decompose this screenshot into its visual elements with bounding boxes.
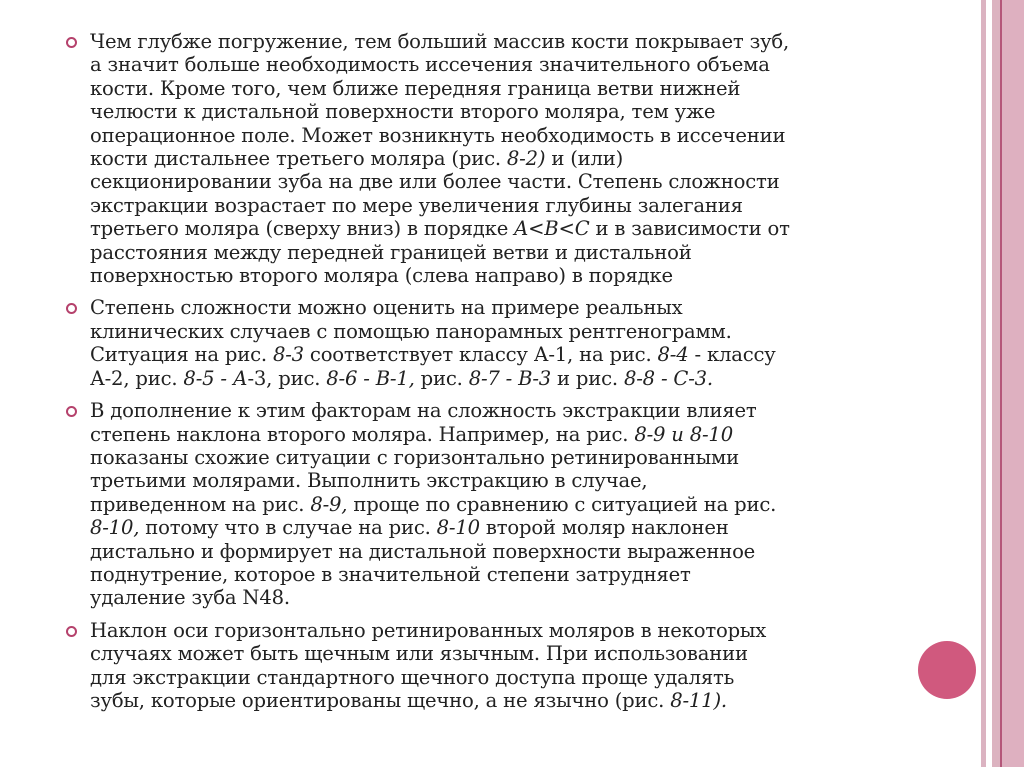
text-line bbox=[90, 586, 966, 609]
figure-reference: 8-7 - В-3 bbox=[468, 366, 552, 390]
text-line bbox=[90, 343, 966, 366]
text-line bbox=[90, 666, 966, 689]
figure-reference: 8-10 bbox=[436, 516, 480, 540]
text-line bbox=[90, 194, 966, 217]
decor-stripe bbox=[981, 0, 986, 767]
figure-reference: 8-5 - А bbox=[183, 366, 248, 390]
text-line bbox=[90, 367, 966, 390]
text-line bbox=[90, 296, 966, 319]
text-segment: челюсти к дистальной поверхности второго моляра, тем уже bbox=[90, 100, 716, 124]
figure-reference: 8-2) bbox=[506, 147, 546, 171]
text-line bbox=[90, 100, 966, 123]
text-segment: клинических случаев с помощью панорамных рентгенограмм. bbox=[90, 319, 732, 343]
text-segment: дистально и формирует на дистальной поверхности выраженное bbox=[90, 539, 756, 563]
text-segment: второй моляр наклонен bbox=[479, 516, 729, 540]
text-line bbox=[90, 493, 966, 516]
text-segment: кости дистальнее третьего моляра (рис. bbox=[90, 147, 507, 171]
text-segment: секционировании зуба на две или более части. Степень сложности bbox=[90, 170, 780, 194]
figure-reference: A<B<C bbox=[514, 217, 590, 241]
text-segment: кости. Кроме того, чем ближе передняя граница ветви нижней bbox=[90, 76, 741, 100]
text-segment: поднутрение, которое в значительной степени затрудняет bbox=[90, 562, 691, 586]
text-segment: А-2, рис. bbox=[90, 366, 184, 390]
figure-reference: 8-3 bbox=[272, 343, 304, 367]
text-segment: проще по сравнению с ситуацией на рис. bbox=[347, 492, 777, 516]
text-segment: Наклон оси горизонтально ретинированных моляров в некоторых bbox=[90, 618, 767, 642]
text-line bbox=[90, 77, 966, 100]
text-segment: Чем глубже погружение, тем больший массив кости покрывает зуб, bbox=[90, 30, 790, 53]
text-line bbox=[90, 264, 966, 287]
text-segment: рис. bbox=[414, 366, 469, 390]
text-segment: Ситуация на рис. bbox=[90, 343, 273, 367]
text-line bbox=[90, 217, 966, 240]
bullet-paragraph bbox=[66, 619, 966, 713]
text-segment: третьими молярами. Выполнить экстракцию в случае, bbox=[90, 469, 648, 493]
text-segment: -3, рис. bbox=[247, 366, 327, 390]
text-segment: экстракции возрастает по мере увеличения глубины залегания bbox=[90, 193, 743, 217]
text-segment: третьего моляра (сверху вниз) в порядке bbox=[90, 217, 515, 241]
decor-stripe bbox=[992, 0, 1000, 767]
text-segment: Степень сложности можно оценить на примере реальных bbox=[90, 296, 683, 320]
text-segment: В дополнение к этим факторам на сложность экстракции влияет bbox=[90, 399, 757, 423]
text-segment: показаны схожие ситуации с горизонтально ретинированными bbox=[90, 445, 739, 469]
circle-outline-icon bbox=[66, 303, 77, 314]
text-segment: и (или) bbox=[545, 147, 624, 171]
figure-reference: 8-11). bbox=[670, 688, 727, 712]
text-line bbox=[90, 241, 966, 264]
text-segment: - классу bbox=[688, 343, 776, 367]
text-segment: расстояния между передней границей ветви и дистальной bbox=[90, 240, 692, 264]
bullet-paragraph bbox=[66, 296, 966, 390]
text-line bbox=[90, 516, 966, 539]
figure-reference: 8-9 и 8-10 bbox=[634, 422, 733, 446]
text-line bbox=[90, 423, 966, 446]
text-segment: а значит больше необходимость иссечения значительного объема bbox=[90, 53, 770, 77]
bullet-paragraph bbox=[66, 30, 966, 287]
text-line bbox=[90, 689, 966, 712]
text-line bbox=[90, 469, 966, 492]
text-line bbox=[90, 124, 966, 147]
text-line bbox=[90, 399, 966, 422]
text-line bbox=[90, 320, 966, 343]
text-segment: случаях может быть щечным или язычным. При использовании bbox=[90, 642, 748, 666]
text-segment: и рис. bbox=[551, 366, 624, 390]
figure-reference: 8-8 - С-3. bbox=[623, 366, 713, 390]
text-line bbox=[90, 30, 966, 53]
text-line bbox=[90, 619, 966, 642]
text-segment: операционное поле. Может возникнуть необходимость в иссечении bbox=[90, 123, 786, 147]
text-segment: поверхностью второго моляра (слева направо) в порядке bbox=[90, 264, 673, 288]
text-segment: соответствует классу А-1, на рис. bbox=[303, 343, 658, 367]
decor-stripe bbox=[1002, 0, 1024, 767]
text-segment: удаление зуба N48. bbox=[90, 586, 290, 610]
text-line bbox=[90, 540, 966, 563]
text-line bbox=[90, 563, 966, 586]
slide-body bbox=[66, 30, 966, 721]
text-line bbox=[90, 642, 966, 665]
text-segment: и в зависимости от bbox=[589, 217, 790, 241]
figure-reference: 8-4 bbox=[657, 343, 689, 367]
text-segment: для экстракции стандартного щечного доступа проще удалять bbox=[90, 665, 735, 689]
circle-outline-icon bbox=[66, 37, 77, 48]
figure-reference: 8-9, bbox=[310, 492, 348, 516]
figure-reference: 8-10, bbox=[90, 516, 140, 540]
text-segment: степень наклона второго моляра. Например, на рис. bbox=[90, 422, 635, 446]
figure-reference: 8-6 - В-1, bbox=[326, 366, 415, 390]
circle-outline-icon bbox=[66, 406, 77, 417]
text-segment: потому что в случае на рис. bbox=[139, 516, 437, 540]
text-line bbox=[90, 446, 966, 469]
text-line bbox=[90, 170, 966, 193]
decorative-circle bbox=[918, 641, 976, 699]
text-line bbox=[90, 147, 966, 170]
text-segment: зубы, которые ориентированы щечно, а не язычно (рис. bbox=[90, 688, 671, 712]
circle-outline-icon bbox=[66, 626, 77, 637]
text-segment: приведенном на рис. bbox=[90, 492, 311, 516]
bullet-paragraph bbox=[66, 399, 966, 610]
text-line bbox=[90, 53, 966, 76]
